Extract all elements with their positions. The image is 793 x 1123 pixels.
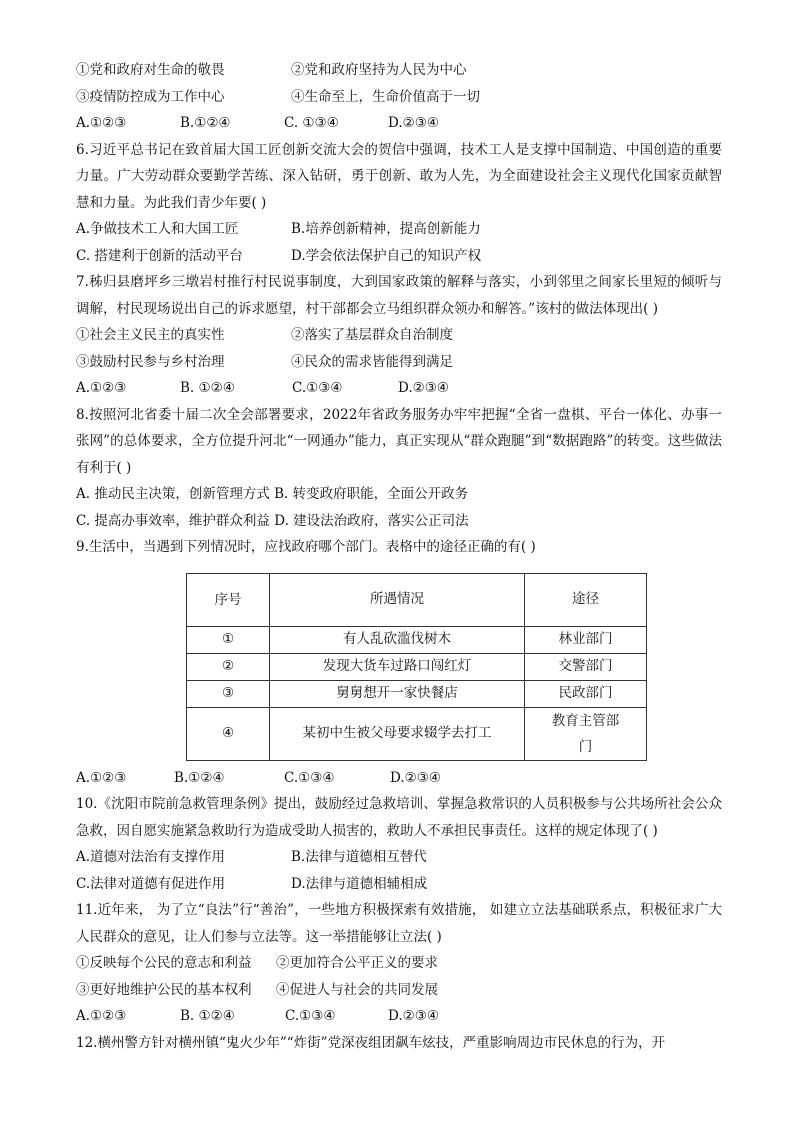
table-header-route: 途径 [525, 573, 647, 626]
q6-stem: 6.习近平总书记在致首届大国工匠创新交流大会的贺信中强调，技术工人是支撑中国制造、中国创造的重要力量。广大劳动群众要勤学苦练、深入钻研，勇于创新、敢为人先，为全面建设社会主义现代化国家贡献智慧和力量。为此我们青少年要( ) [76, 141, 722, 211]
q12-stem-start: 12.横州警方针对横州镇“鬼火少年”“炸街”党深夜组团飙车炫技，严重影响周边市民休息的行为，开 [76, 1034, 666, 1051]
q9-stem: 9.生活中，当遇到下列情况时，应找政府哪个部门。表格中的途径正确的有( ) [76, 539, 536, 555]
q7-choice-b: B. ①②④ [180, 380, 235, 396]
q11-stem: 11.近年来， 为了立“良法”行“善治”，一些地方积极探索有效措施， 如建立立法基础联系点，积极征求广大人民群众的意见，让人们参与立法等。这一举措能够让立法( ) [76, 902, 722, 945]
q11-option-4: ④促进人与社会的共同发展 [276, 981, 438, 998]
q9-table [186, 573, 647, 761]
table-header-number: 序号 [187, 573, 270, 626]
table-cell-number: ④ [187, 707, 270, 760]
q10-choice-d: D.法律与道德相辅相成 [291, 875, 428, 892]
table-row [187, 626, 647, 653]
q11-option-3: ③更好地维护公民的基本权利 [76, 981, 252, 998]
q5-choices [76, 110, 722, 137]
table-cell-route: 交警部门 [525, 653, 647, 680]
q10-choices-row-1 [76, 844, 722, 871]
q5-option-4: ④生命至上，生命价值高于一切 [291, 88, 480, 105]
exam-page [76, 57, 722, 1056]
table-cell-route: 民政部门 [525, 680, 647, 707]
table-cell-situation: 发现大货车过路口闯红灯 [270, 653, 525, 680]
q9-choice-c: C.①③④ [284, 769, 335, 786]
table-cell-number: ① [187, 626, 270, 653]
q7-option-1: ①社会主义民主的真实性 [76, 327, 225, 343]
q6-choice-c: C. 搭建利于创新的活动平台 [76, 247, 243, 264]
q11-options-row-2 [76, 977, 722, 1004]
table-cell-route: 林业部门 [525, 626, 647, 653]
q7-options-row-1 [76, 322, 722, 349]
q7-option-2: ②落实了基层群众自治制度 [291, 327, 453, 343]
q11-choice-c: C.①③④ [285, 1008, 336, 1024]
q11-option-2: ②更加符合公平正义的要求 [276, 955, 438, 971]
q7-stem: 7.秭归县磨坪乡三墩岩村推行村民说事制度，大到国家政策的解释与落实，小到邻里之间家长里短的倾听与调解，村民现场说出自己的诉求愿望，村干部都会立马组织群众领办和解答。”该村的做法体现出( ) [76, 274, 722, 317]
q5-choice-b: B.①②④ [180, 115, 231, 131]
q9-choices [76, 765, 722, 792]
table-row [187, 653, 647, 680]
q10-choice-c: C.法律对道德有促进作用 [76, 875, 226, 892]
q11-choice-a: A.①②③ [76, 1008, 127, 1024]
table-cell-route: 教育主管部门 [525, 707, 647, 760]
q7-choice-d: D.②③④ [398, 380, 449, 396]
q9-choice-a: A.①②③ [76, 769, 127, 786]
table-cell-number: ③ [187, 680, 270, 707]
q5-choice-a: A.①②③ [76, 115, 127, 131]
q6-choice-b: B.培养创新精神，提高创新能力 [291, 221, 481, 237]
table-cell-situation: 某初中生被父母要求辍学去打工 [270, 707, 525, 760]
table-cell-situation: 有人乱砍滥伐树木 [270, 626, 525, 653]
q10-choice-a: A.道德对法治有支撑作用 [76, 849, 226, 865]
q5-option-3: ③疫情防控成为工作中心 [76, 88, 225, 105]
q6-choices-row-1 [76, 216, 722, 243]
q5-option-1: ①党和政府对生命的敬畏 [76, 62, 225, 78]
q10-choice-b: B.法律与道德相互替代 [291, 849, 427, 865]
q5-options-row-1 [76, 57, 722, 84]
q11-option-1: ①反映每个公民的意志和利益 [76, 955, 252, 971]
q8-choices-cd: C. 提高办事效率，维护群众利益 D. 建设法治政府，落实公正司法 [76, 512, 469, 529]
q9-choice-b: B.①②④ [174, 769, 225, 786]
q6-choice-d: D.学会依法保护自己的知识产权 [291, 247, 482, 264]
q5-options-row-2 [76, 84, 722, 111]
q11-choice-d: D.②③④ [388, 1008, 439, 1024]
q8-choices-ab: A. 推动民主决策，创新管理方式 B. 转变政府职能，全面公开政务 [76, 486, 469, 502]
q11-options-row-1 [76, 950, 722, 977]
q8-stem: 8.按照河北省委十届二次全会部署要求，2022年省政务服务办牢牢把握“全省一盘棋、平台一体化、办事一张网”的总体要求，全方位提升河北“一网通办”能力，真正实现从“群众跑腿”到“数据跑路”的转变。这些做法有利于( ) [76, 406, 722, 476]
q7-option-4: ④民众的需求皆能得到满足 [291, 353, 453, 370]
table-row [187, 707, 647, 760]
q5-choice-c: C. ①③④ [284, 115, 339, 131]
q7-choice-a: A.①②③ [76, 380, 127, 396]
table-header-row [187, 573, 647, 626]
q11-choices [76, 1003, 722, 1030]
table-cell-number: ② [187, 653, 270, 680]
table-row [187, 680, 647, 707]
q7-option-3: ③鼓励村民参与乡村治理 [76, 353, 225, 370]
q5-choice-d: D.②③④ [388, 115, 439, 131]
q7-choice-c: C.①③④ [292, 380, 343, 396]
q7-options-row-2 [76, 349, 722, 376]
q10-choices-row-2 [76, 871, 722, 898]
q6-choice-a: A.争做技术工人和大国工匠 [76, 221, 239, 237]
table-cell-situation: 舅舅想开一家快餐店 [270, 680, 525, 707]
q6-choices-row-2 [76, 243, 722, 270]
q11-choice-b: B. ①②④ [180, 1008, 235, 1024]
q5-option-2: ②党和政府坚持为人民为中心 [291, 62, 467, 78]
q10-stem: 10.《沈阳市院前急救管理条例》提出，鼓励经过急救培训、掌握急救常识的人员积极参与公共场所社会公众急救，因自愿实施紧急救助行为造成受助人损害的，救助人不承担民事责任。这样的规定体现了( ) [76, 796, 722, 839]
table-header-situation: 所遇情况 [270, 573, 525, 626]
q7-choices [76, 375, 722, 402]
q9-choice-d: D.②③④ [390, 769, 441, 786]
